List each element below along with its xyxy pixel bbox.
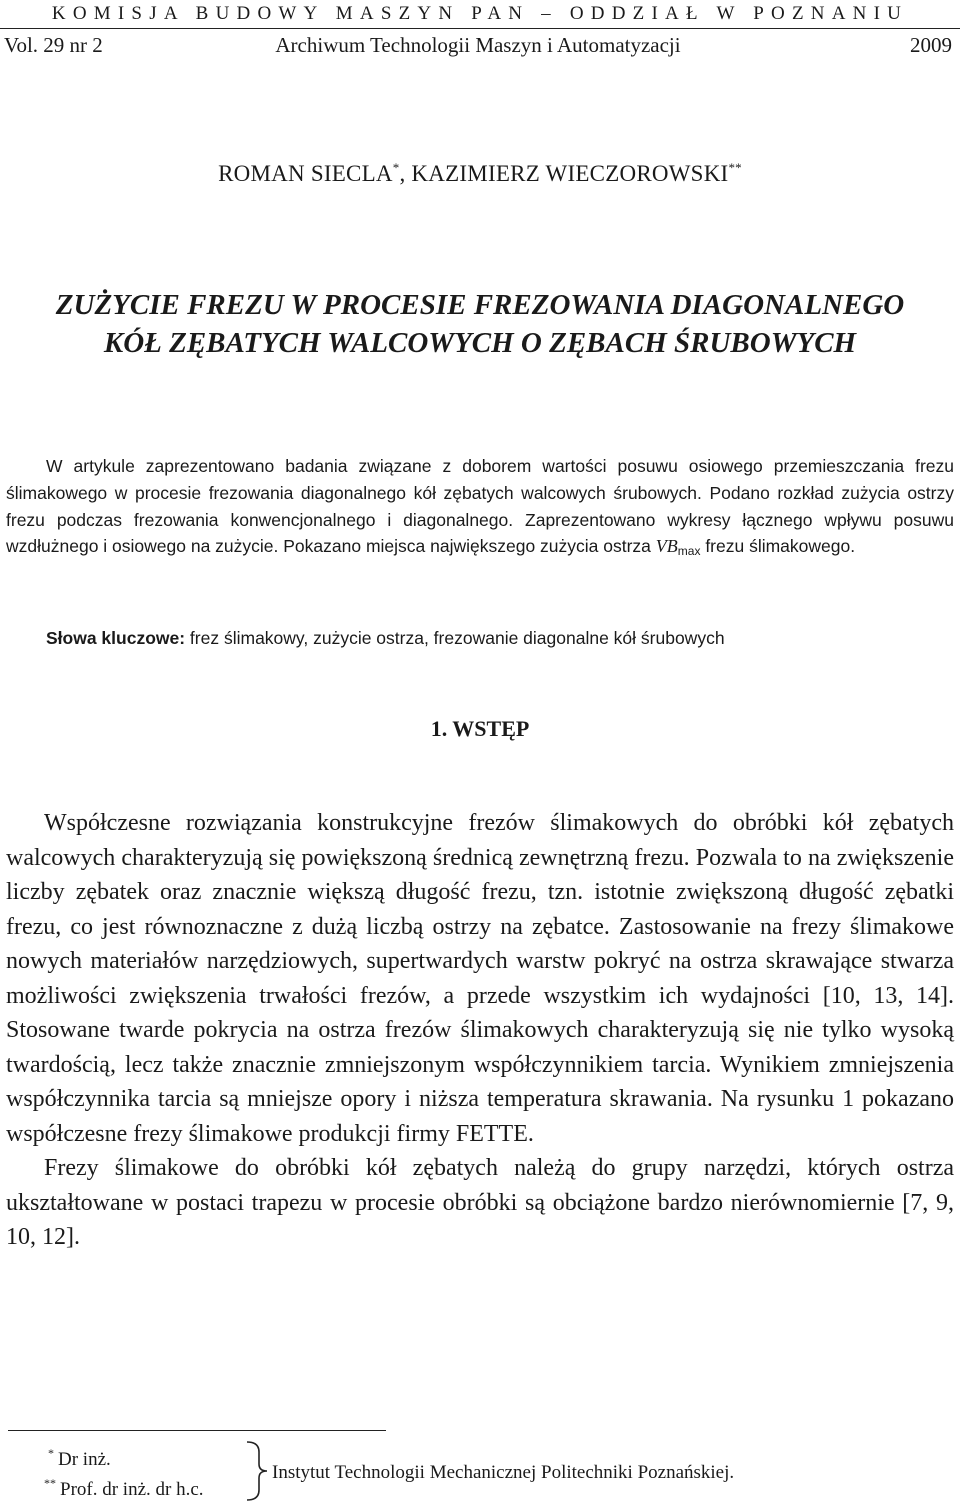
author-2: KAZIMIERZ WIECZOROWSKI <box>411 161 729 186</box>
paper-title <box>0 286 960 362</box>
author-1-mark: * <box>392 160 400 175</box>
year-label: 2009 <box>910 33 952 57</box>
author-1: ROMAN SIECLA <box>218 161 393 186</box>
journal-header-row <box>4 30 952 60</box>
header-rule <box>0 28 960 29</box>
abstract <box>6 453 954 565</box>
vb-subscript: max <box>677 544 701 559</box>
keywords-text: frez ślimakowy, zużycie ostrza, frezowanie diagonalne kół śrubowych <box>185 628 725 648</box>
title-line-2: KÓŁ ZĘBATYCH WALCOWYCH O ZĘBACH ŚRUBOWYCH <box>103 327 857 359</box>
footnote-institution: Instytut Technologii Mechanicznej Politechniki Poznańskiej. <box>272 1462 735 1483</box>
vb-symbol: VB <box>655 536 678 557</box>
author-separator: , <box>399 161 412 186</box>
keywords-label: Słowa kluczowe: <box>46 628 186 648</box>
author-line <box>0 160 960 187</box>
author-2-mark: ** <box>728 160 742 175</box>
footnote-2 <box>44 1476 204 1501</box>
body-paragraph-2: Frezy ślimakowe do obróbki kół zębatych należą do grupy narzędzi, których ostrza ukształtowane w postaci trapezu w procesie obróbki są obciążone bardzo nierównomiernie [7, 9, 10, 12]. <box>6 1155 954 1250</box>
footnote-2-text: Prof. dr inż. dr h.c. <box>60 1479 204 1500</box>
footnote-rule <box>8 1430 386 1431</box>
journal-name: Archiwum Technologii Maszyn i Automatyzacji <box>275 33 681 57</box>
body-text <box>6 806 954 1255</box>
body-paragraph-1: Współczesne rozwiązania konstrukcyjne frezów ślimakowych do obróbki kół zębatych walcowych charakteryzują się powiększoną średnicą zewnętrzną frezu. Pozwala to na zwiększenie liczby zębatek oraz znacznie większą długość frezu, tzn. istotnie zwiększoną długość zębatki frezu, co jest równoznaczne z dużą liczbą ostrzy na zębatce. Zastosowanie na frezy ślimakowe nowych materiałów narzędziowych, supertwardych warstw pokryć na ostrza skrawające stwarza możliwości zwiększenia trwałości frezów, a przede wszystkim ich wydajności [10, 13, 14]. Stosowane twarde pokrycia na ostrza frezów ślimakowych charakteryzują się nie tylko wysoką twardością, lecz także znacznie zmniejszonym współczynnikiem tarcia. Wynikiem zmniejszenia współczynnika tarcia są mniejsze opory i niższa temperatura skrawania. Na rysunku 1 pokazano współczesne frezy ślimakowe produkcji firmy FETTE. <box>6 810 954 1147</box>
section-heading: 1. WSTĘP <box>430 716 530 741</box>
footnote-1 <box>48 1446 111 1471</box>
volume-label: Vol. 29 nr 2 <box>4 33 103 57</box>
footnote-1-text: Dr inż. <box>58 1449 111 1470</box>
footnote-2-mark: ** <box>44 1476 56 1490</box>
abstract-text-end: frezu ślimakowego. <box>700 536 856 557</box>
abstract-text: W artykule zaprezentowano badania związane z doborem wartości posuwu osiowego przemieszczania frezu ślimakowego w procesie frezowania diagonalnego kół zębatych walcowych śrubowych. Podano rozkład zużycia ostrzy frezu podczas frezowania konwencjonalnego i diagonalnego. Zaprezentowano wykresy łącznego wpływu posuwu wzdłużnego i osiowego na zużycie. Pokazano miejsca największego zużycia ostrza <box>6 456 954 557</box>
commission-header: KOMISJA BUDOWY MASZYN PAN – ODDZIAŁ W POZNANIU <box>51 3 909 24</box>
title-line-1: ZUŻYCIE FREZU W PROCESIE FREZOWANIA DIAGONALNEGO <box>55 289 905 321</box>
keywords <box>46 625 954 651</box>
curly-brace-icon <box>244 1440 270 1502</box>
footnote-1-mark: * <box>48 1446 54 1460</box>
